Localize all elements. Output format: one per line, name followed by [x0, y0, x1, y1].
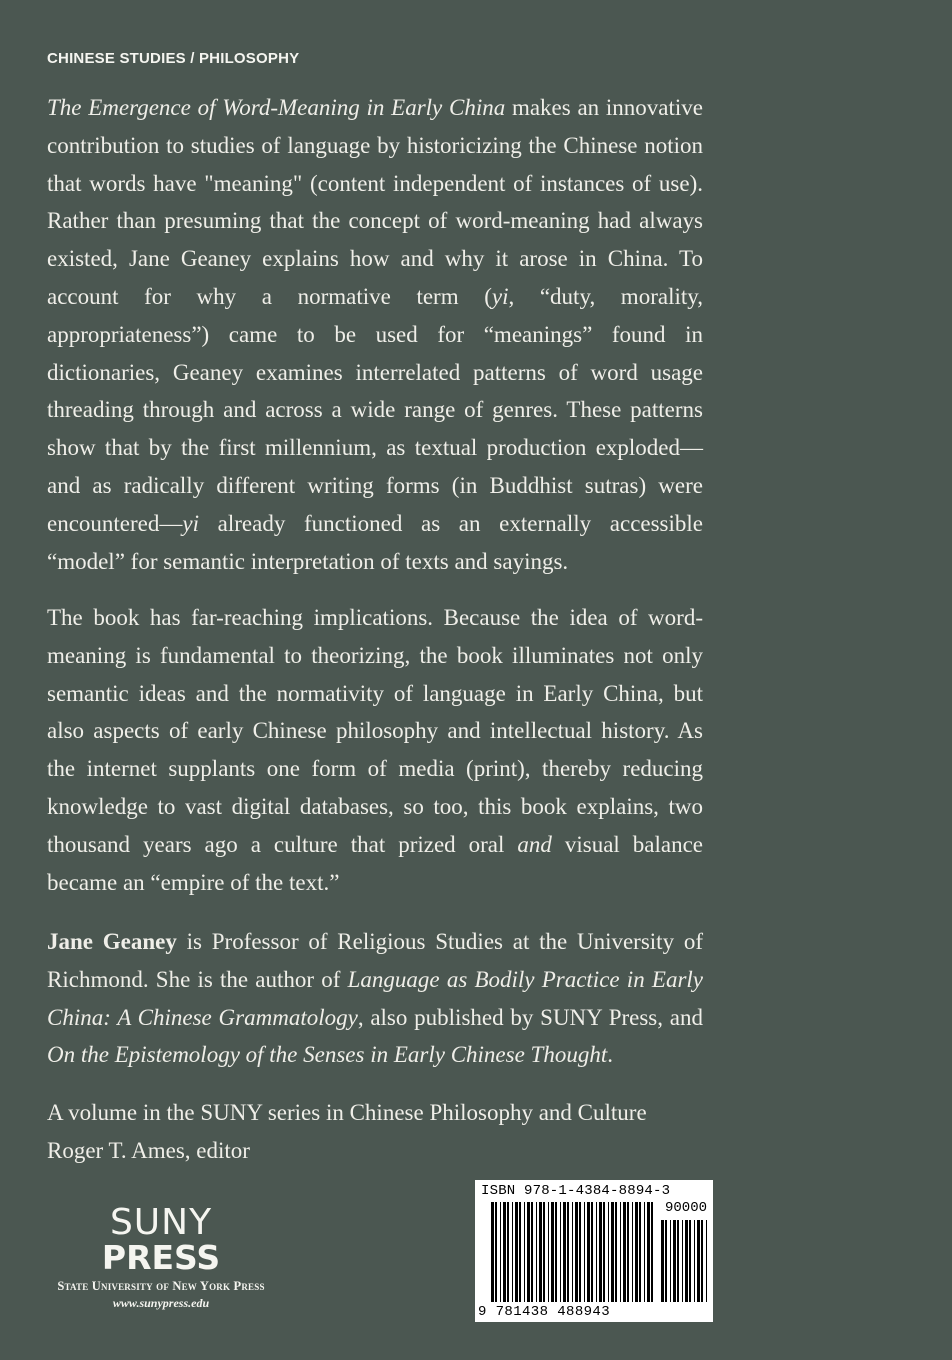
category-label: CHINESE STUDIES / PHILOSOPHY: [47, 50, 300, 67]
author-bio: Jane Geaney is Professor of Religious Studies at the University of Richmond. She is the author of Language as Bodily Practice in Early China: A Chinese Grammatology, also published by SUNY Press, and On the Epistemology of the Senses in Early Chinese Thought.: [47, 929, 703, 1068]
series-note: A volume in the SUNY series in Chinese Philosophy and Culture Roger T. Ames, editor: [47, 1100, 647, 1163]
implications-paragraph: The book has far-reaching implications. Because the idea of word-meaning is fundamental to theorizing, the book illuminates not only semantic ideas and the normativity of language in Early China, but also aspects of early Chinese philosophy and intellectual history. As the internet supplants one form of media (print), thereby reducing knowledge to vast digital databases, so too, this book explains, two thousand years ago a culture that prized oral and visual balance became an “empire of the text.”: [47, 605, 703, 895]
suny-press-logo: SUNY PRESS State University of New York Press www.sunypress.edu: [46, 1205, 286, 1311]
price-code: 90000: [664, 1200, 707, 1216]
isbn-label: ISBN 978-1-4384-8894-3: [481, 1183, 671, 1199]
isbn-barcode: [475, 1180, 713, 1322]
author-name: Jane Geaney: [47, 929, 177, 954]
barcode-digits: 9 781438 488943: [478, 1304, 611, 1320]
description-paragraph: The Emergence of Word-Meaning in Early China makes an innovative contribution to studies of language by historicizing the Chinese notion that words have "meaning" (content independent of instances of use). Rather than presuming that the concept of word-meaning had always existed, Jane Geaney explains how and why it arose in China. To account for why a normative term (yi, “duty, morality, appropriateness”) came to be used for “meanings” found in dictionaries, Geaney examines interrelated patterns of word usage threading through and across a wide range of genres. These patterns show that by the first millennium, as textual production exploded—and as radically different writing forms (in Buddhist sutras) were encountered—yi already functioned as an externally accessible “model” for semantic interpretation of texts and sayings.: [47, 95, 703, 574]
book-title: The Emergence of Word-Meaning in Early China: [47, 95, 506, 120]
publisher-url: www.sunypress.edu: [112, 1296, 210, 1310]
